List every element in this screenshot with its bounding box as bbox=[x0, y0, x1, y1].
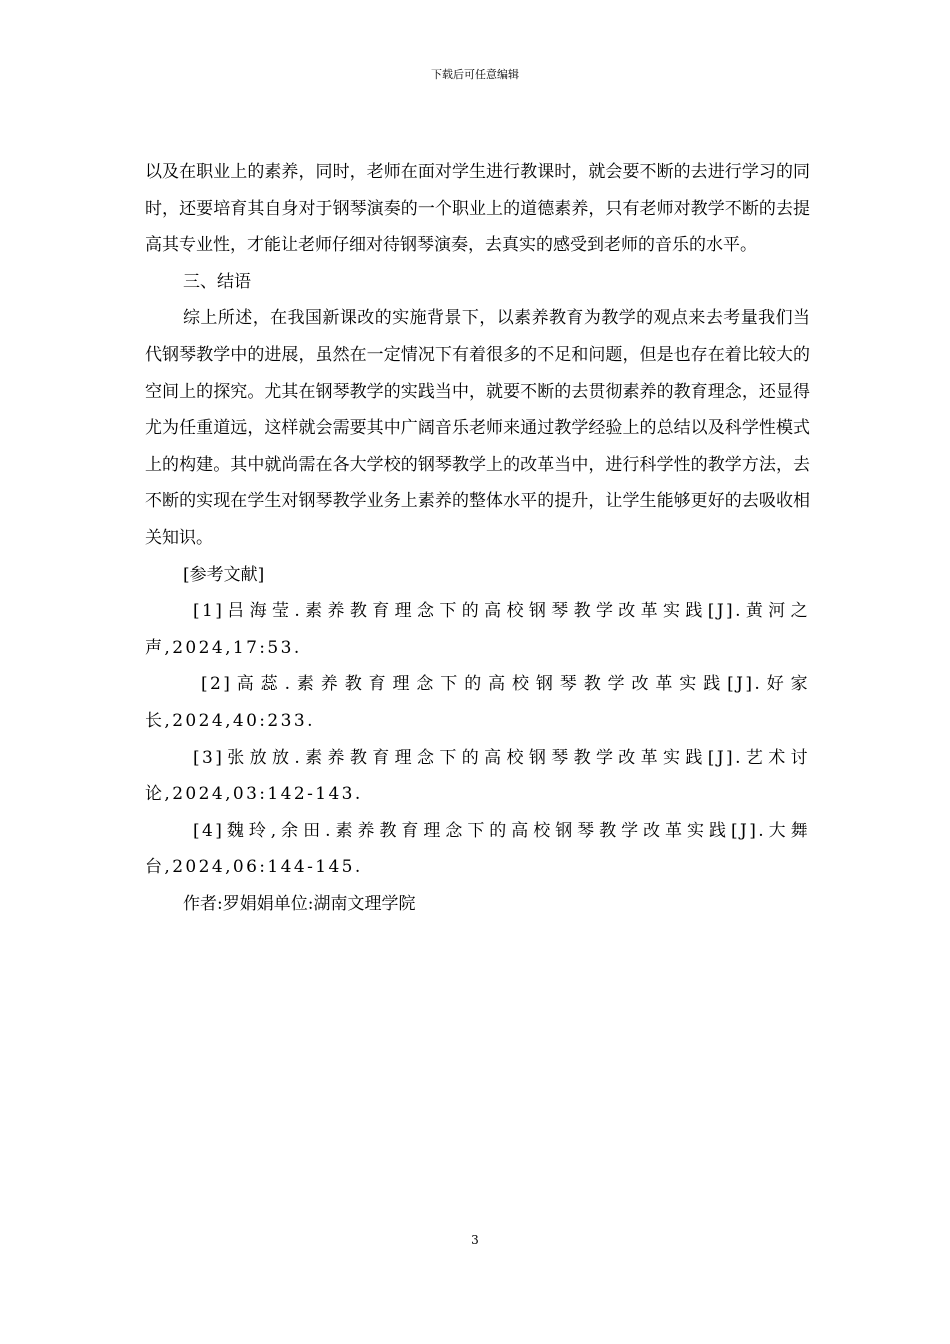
reference-item: [2]高蕊.素养教育理念下的高校钢琴教学改革实践[J].好家长,2024,40:233. bbox=[145, 674, 810, 731]
reference-item: [1]吕海莹.素养教育理念下的高校钢琴教学改革实践[J].黄河之声,2024,17:53. bbox=[145, 601, 810, 658]
section-heading: 三、结语 bbox=[183, 271, 251, 292]
reference-item: [3]张放放.素养教育理念下的高校钢琴教学改革实践[J].艺术讨论,2024,03:142-143. bbox=[145, 747, 810, 805]
continued-paragraph: 以及在职业上的素养，同时，老师在面对学生进行教课时，就会要不断的去进行学习的同时，还要培育其自身对于钢琴演奏的一个职业上的道德素养，只有老师对教学不断的去提高其专业性，才能让老师仔细对待钢琴演奏，去真实的感受到老师的音乐的水平。 bbox=[145, 162, 810, 256]
page-footer bbox=[0, 1233, 950, 1247]
references-heading: [参考文献] bbox=[183, 564, 265, 585]
conclusion-paragraph: 综上所述，在我国新课改的实施背景下，以素养教育为教学的观点来去考量我们当代钢琴教学中的进展，虽然在一定情况下有着很多的不足和问题，但是也存在着比较大的空间上的探究。尤其在钢琴教学的实践当中，就要不断的去贯彻素养的教育理念，还显得尤为任重道远，这样就会需要其中广阔音乐老师来通过教学经验上的总结以及科学性模式上的构建。其中就尚需在各大学校的钢琴教学上的改革当中，进行科学性的教学方法，去不断的实现在学生对钢琴教学业务上素养的整体水平的提升，让学生能够更好的去吸收相关知识。 bbox=[145, 308, 810, 548]
author-line: 作者:罗娟娟单位:湖南文理学院 bbox=[183, 893, 416, 914]
page-header bbox=[0, 68, 950, 82]
document-body bbox=[145, 154, 810, 922]
reference-item: [4]魏玲,余田.素养教育理念下的高校钢琴教学改革实践[J].大舞台,2024,06:144-145. bbox=[145, 820, 810, 878]
page-number: 3 bbox=[471, 1233, 479, 1247]
header-note: 下载后可任意编辑 bbox=[431, 68, 519, 81]
